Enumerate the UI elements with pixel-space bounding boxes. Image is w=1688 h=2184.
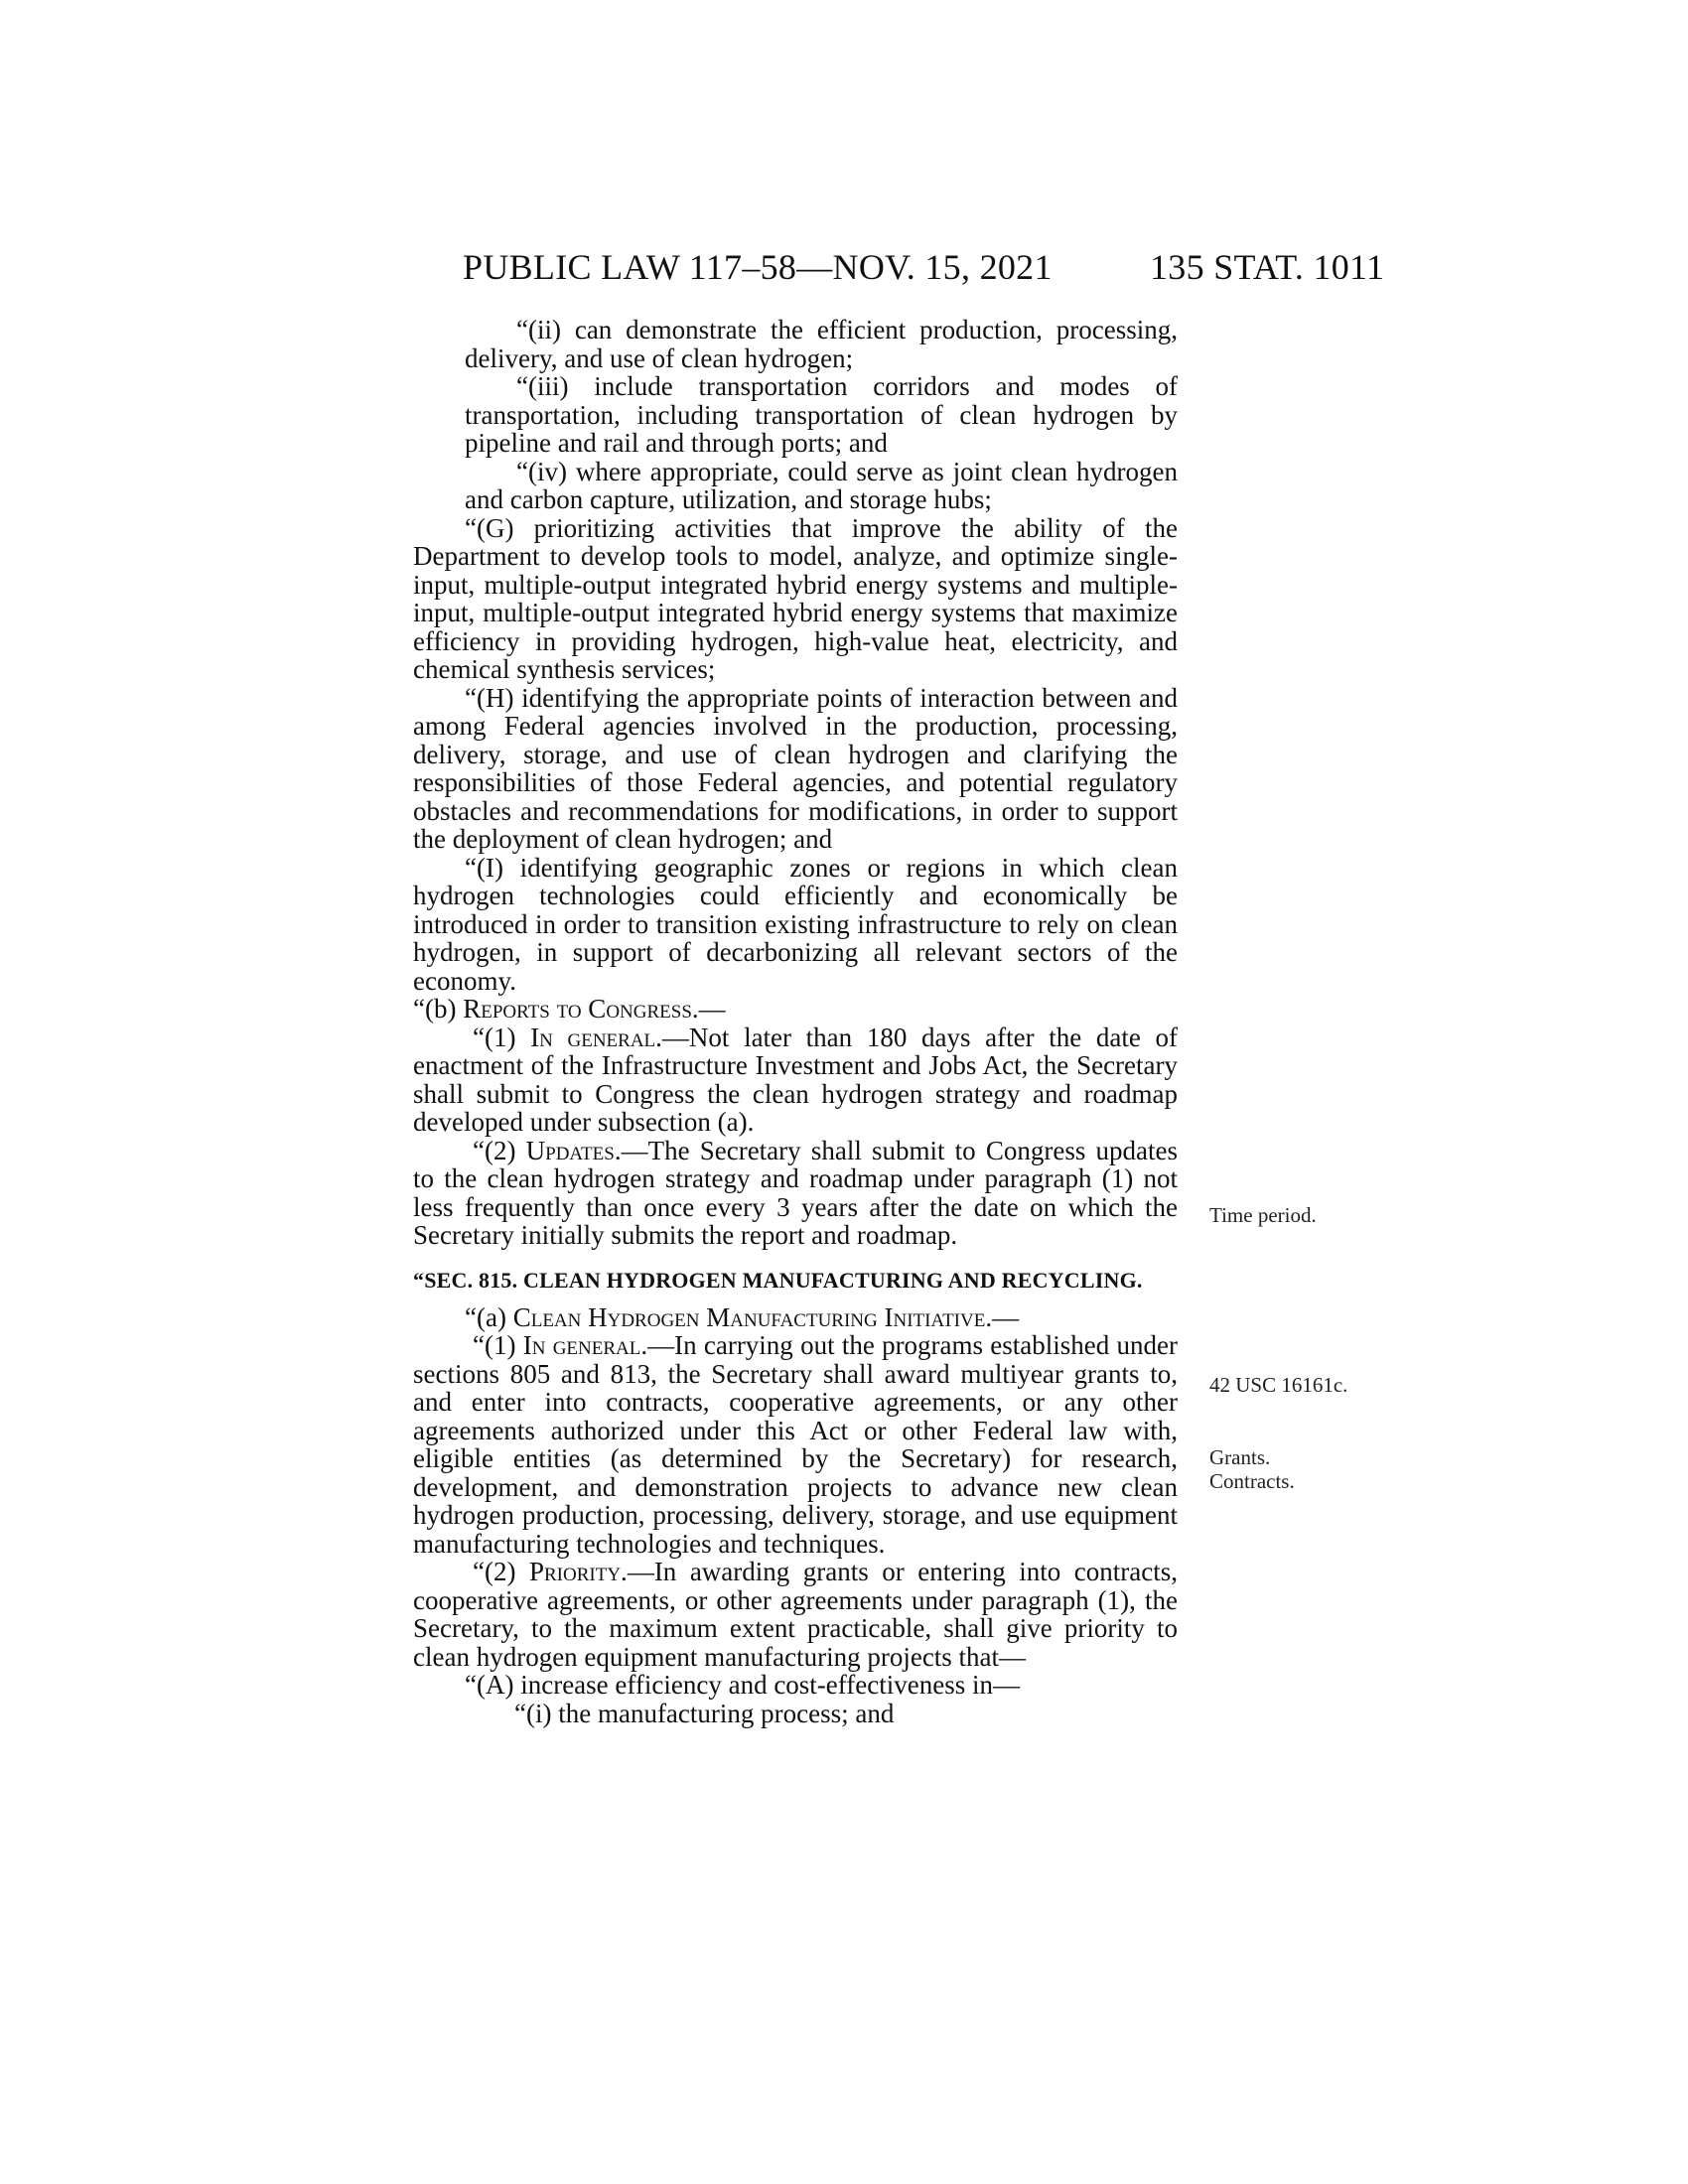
margin-note-usc: 42 USC 16161c. [1209,1373,1348,1397]
paragraph-a1 [413,1331,1178,1558]
subsection-b-title: Reports to Congress.— [463,994,726,1024]
statute-body [413,316,1178,1727]
margin-note-contracts: Contracts. [1209,1469,1295,1493]
paragraph-a2-label: Priority. [528,1557,628,1586]
subparagraph-I: “(I) identifying geographic zones or regions in which clean hydrogen technologies could efficiently and economically be introduced in order to transition existing infrastructure to rely on clean hydrogen, in support of decarbonizing all relevant sectors of the economy. [413,852,1178,996]
paragraph-b2-label: Updates. [525,1135,622,1165]
running-header-left: PUBLIC LAW 117–58—NOV. 15, 2021 [463,247,1053,287]
subsection-a-heading [413,1303,1178,1332]
paragraph-b1-prefix: “(1) [473,1022,531,1052]
paragraph-a1-prefix: “(1) [473,1330,523,1360]
clause-A-i: “(i) the manufacturing process; and [514,1698,895,1728]
paragraph-a1-text: —In carrying out the programs established under sections 805 and 813, the Secretary shall award multiyear grants to, and enter into contracts, cooperative agreements, or any other agreements authorized under this Act or other Federal law with, eligible entities (as determined by the Secretary) for research, development, and demonstration projects to advance new clean hydrogen production, processing, delivery, storage, and use equipment manufacturing technologies and techniques. [413,1330,1178,1559]
margin-note-grants: Grants. [1209,1445,1271,1469]
subparagraph-H: “(H) identifying the appropriate points of interaction between and among Federal agencies involved in the production, processing, delivery, storage, and use of clean hydrogen and clarifying the responsibilities of those Federal agencies, and potential regulatory obstacles and recommendations for modifications, in order to support the deployment of clean hydrogen; and [413,682,1178,854]
subparagraph-A: “(A) increase efficiency and cost-effectiveness in— [465,1670,1020,1700]
clause-iii: “(iii) include transportation corridors and modes of transportation, including transportation of clean hydrogen by pipeline and rail and through ports; and [465,371,1178,458]
paragraph-a2-prefix: “(2) [473,1557,529,1586]
paragraph-b2-prefix: “(2) [473,1135,526,1165]
subsection-b-heading [413,995,1178,1024]
paragraph-a2-text: —In awarding grants or entering into contracts, cooperative agreements, or other agreements under paragraph (1), the Secretary, to the maximum extent practicable, shall give priority to clean hydrogen equipment manufacturing projects that— [413,1557,1178,1672]
paragraph-b2 [413,1137,1178,1250]
paragraph-b1-label: In general. [530,1022,662,1052]
paragraph-b1-text: —Not later than 180 days after the date of enactment of the Infrastructure Investment and Jobs Act, the Secretary shall submit to Congress the clean hydrogen strategy and roadmap developed under subsection (a). [413,1022,1178,1137]
paragraph-b2-text: —The Secretary shall submit to Congress updates to the clean hydrogen strategy and roadmap under paragraph (1) not less frequently than once every 3 years after the date on which the Secretary initially submits the report and roadmap. [413,1135,1178,1250]
subsection-a-title: Clean Hydrogen Manufacturing Initiative.— [512,1301,1020,1332]
clause-ii: “(ii) can demonstrate the efficient production, processing, delivery, and use of clean hydrogen; [465,315,1178,373]
subparagraph-G: “(G) prioritizing activities that improve the ability of the Department to develop tools to model, analyze, and optimize single-input, multiple-output integrated hybrid energy systems and multiple-input, multiple-output integrated hybrid energy systems that maximize efficiency in providing hydrogen, high-value heat, electricity, and chemical synthesis services; [413,512,1178,684]
subsection-a-prefix: “(a) [465,1301,513,1332]
running-header-right: 135 STAT. 1011 [1150,247,1385,287]
paragraph-a2 [413,1558,1178,1671]
subsection-b-prefix: “(b) [413,994,464,1024]
paragraph-a1-label: In general. [522,1330,648,1360]
clause-iv: “(iv) where appropriate, could serve as joint clean hydrogen and carbon capture, utilization, and storage hubs; [465,456,1178,514]
paragraph-b1 [413,1024,1178,1137]
section-815-heading: “SEC. 815. CLEAN HYDROGEN MANUFACTURING AND RECYCLING. [413,1267,1143,1293]
margin-note-time-period: Time period. [1209,1203,1317,1227]
